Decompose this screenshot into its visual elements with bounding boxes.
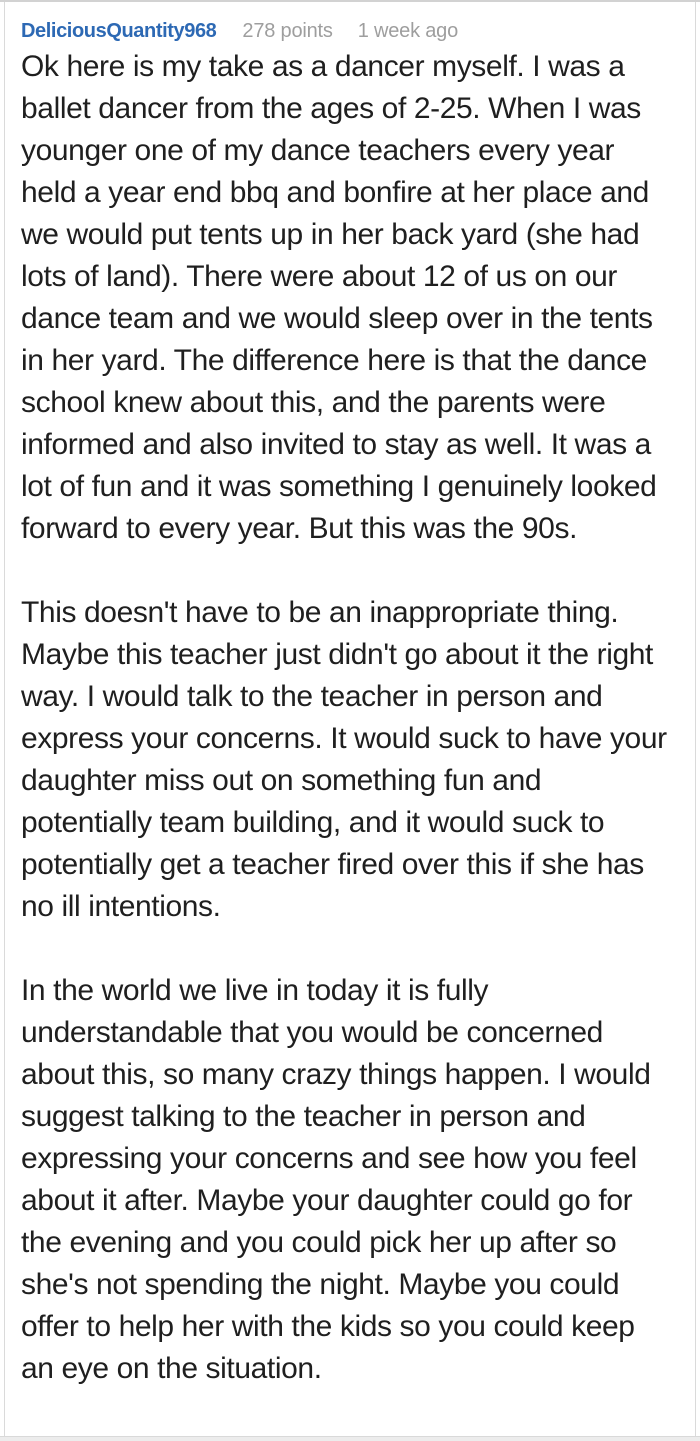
comment-header [21, 16, 673, 46]
comment-body [21, 46, 673, 1390]
comment-paragraph: In the world we live in today it is fully understandable that you would be concerned about this, so many crazy things happen. I would suggest talking to the teacher in person and expressing your concerns and see how you feel about it after. Maybe your daughter could go for the evening and you could pick her up after so she's not spending the night. Maybe you could offer to help her with the kids so you could keep an eye on the situation. [21, 974, 651, 1385]
comment-points: 278 points [242, 20, 333, 42]
comment-paragraph: This doesn't have to be an inappropriate thing. Maybe this teacher just didn't go about it the right way. I would talk to the teacher in person and express your concerns. It would suck to have your daughter miss out on something fun and potentially team building, and it would suck to potentially get a teacher fired over this if she has no ill intentions. [21, 596, 667, 923]
comment-timestamp: 1 week ago [357, 20, 458, 42]
bottom-divider [0, 1436, 700, 1441]
comment-card [4, 2, 696, 1436]
comment-paragraph: Ok here is my take as a dancer myself. I was a ballet dancer from the ages of 2-25. When I was younger one of my dance teachers every year held a year end bbq and bonfire at her place and we would put tents up in her back yard (she had lots of land). There were about 12 of us on our dance team and we would sleep over in the tents in her yard. The difference here is that the dance school knew about this, and the parents were informed and also invited to stay as well. It was a lot of fun and it was something I genuinely looked forward to every year. But this was the 90s. [21, 50, 657, 545]
comment-author-link[interactable]: DeliciousQuantity968 [21, 20, 217, 42]
